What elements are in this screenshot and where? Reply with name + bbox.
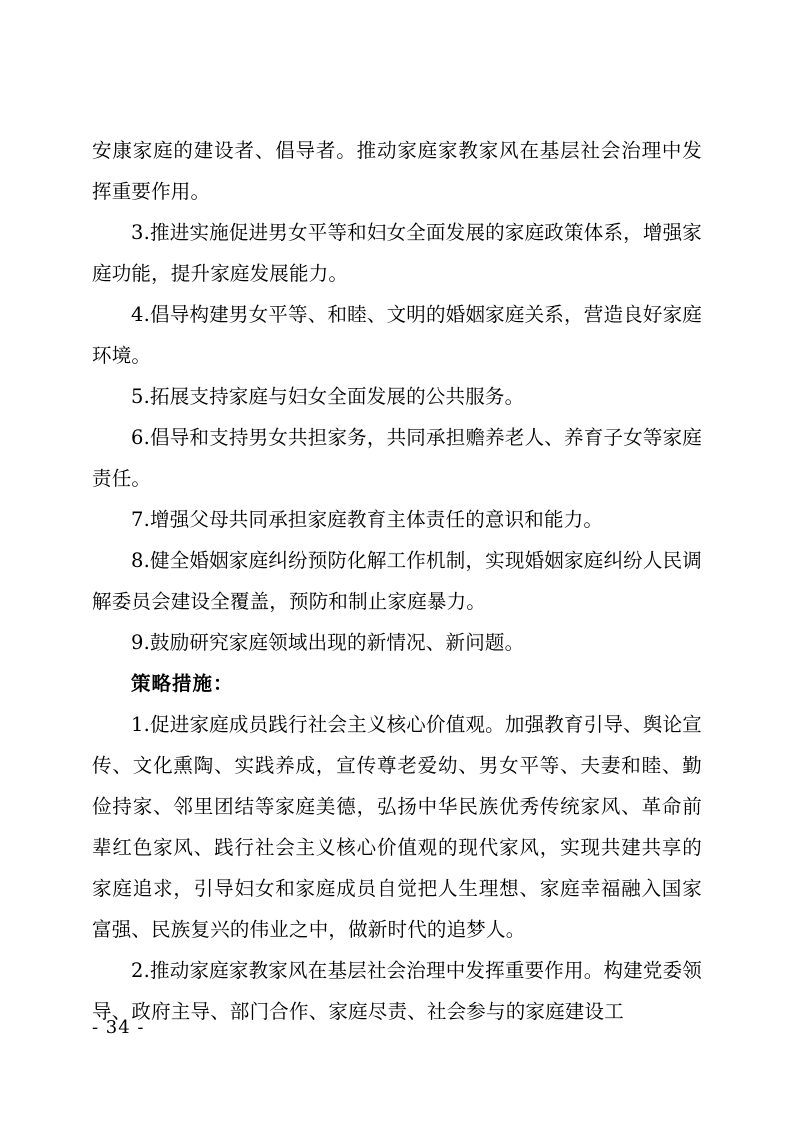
paragraph-continued: 安康家庭的建设者、倡导者。推动家庭家教家风在基层社会治理中发挥重要作用。 <box>92 139 702 203</box>
paragraph-measure-2: 2.推动家庭家教家风在基层社会治理中发挥重要作用。构建党委领导、政府主导、部门合作、家庭尽责、社会参与的家庭建设工 <box>92 959 702 1023</box>
page-number: - 34 - <box>92 1017 145 1038</box>
paragraph-item-9: 9.鼓励研究家庭领域出现的新情况、新问题。 <box>131 631 525 654</box>
paragraph-item-5: 5.拓展支持家庭与妇女全面发展的公共服务。 <box>131 385 525 408</box>
paragraph-item-7: 7.增强父母共同承担家庭教育主体责任的意识和能力。 <box>131 508 604 531</box>
paragraph-item-6: 6.倡导和支持男女共担家务，共同承担赡养老人、养育子女等家庭责任。 <box>92 426 702 490</box>
paragraph-item-4: 4.倡导构建男女平等、和睦、文明的婚姻家庭关系，营造良好家庭环境。 <box>92 303 702 367</box>
document-body <box>92 130 702 1032</box>
paragraph-item-3: 3.推进实施促进男女平等和妇女全面发展的家庭政策体系，增强家庭功能，提升家庭发展能力。 <box>92 221 702 285</box>
paragraph-measure-1: 1.促进家庭成员践行社会主义核心价值观。加强教育引导、舆论宣传、文化熏陶、实践养成，宣传尊老爱幼、男女平等、夫妻和睦、勤俭持家、邻里团结等家庭美德，弘扬中华民族优秀传统家风、革命前辈红色家风、践行社会主义核心价值观的现代家风，实现共建共享的家庭追求，引导妇女和家庭成员自觉把人生理想、家庭幸福融入国家富强、民族复兴的伟业之中，做新时代的追梦人。 <box>92 713 702 941</box>
section-heading-strategy-measures: 策略措施： <box>131 672 234 695</box>
paragraph-item-8: 8.健全婚姻家庭纠纷预防化解工作机制，实现婚姻家庭纠纷人民调解委员会建设全覆盖，预防和制止家庭暴力。 <box>92 549 702 613</box>
